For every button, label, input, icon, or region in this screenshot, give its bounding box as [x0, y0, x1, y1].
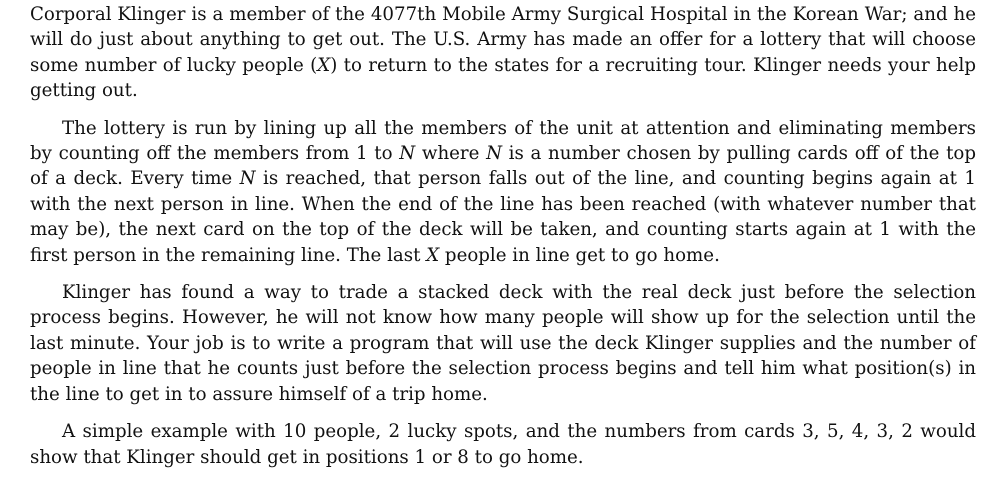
paragraph-task: Klinger has found a way to trade a stacked deck with the real deck just before the selection process begins. However, he will not know how many people will show up for the selection until the last minute. Your job is to write a program that will use the deck Klinger supplies and the number of people in line that he counts just before the selection process begins and tell him what position(s) in the line to get in to assure himself of a trip home.: [30, 282, 976, 405]
paragraph-intro: Corporal Klinger is a member of the 4077th Mobile Army Surgical Hospital in the Korean War; and he will do just about anything to get out. The U.S. Army has made an offer for a lottery that will choose some number of lucky people (X) to return to the states for a recruiting tour. Klinger needs your help getting out.: [30, 4, 976, 102]
paragraph-example: A simple example with 10 people, 2 lucky spots, and the numbers from cards 3, 5, 4, 3, 2 would show that Klinger should get in positions 1 or 8 to go home.: [30, 421, 976, 468]
variable-x: X: [317, 54, 331, 76]
paragraph-lottery-rules: The lottery is run by lining up all the members of the unit at attention and eliminating members by counting off the members from 1 to N where N is a number chosen by pulling cards off of the top of a deck. Every time N is reached, that person falls out of the line, and counting begins again at 1 with the next person in line. When the end of the line has been reached (with whatever number that may be), the next card on the top of the deck will be taken, and counting starts again at 1 with the first person in the remaining line. The last X people in line get to go home.: [30, 117, 976, 266]
variable-x: X: [426, 244, 440, 266]
variable-n: N: [399, 143, 416, 165]
variable-n: N: [239, 168, 256, 190]
problem-statement: [30, 2, 976, 470]
variable-n: N: [486, 143, 502, 165]
